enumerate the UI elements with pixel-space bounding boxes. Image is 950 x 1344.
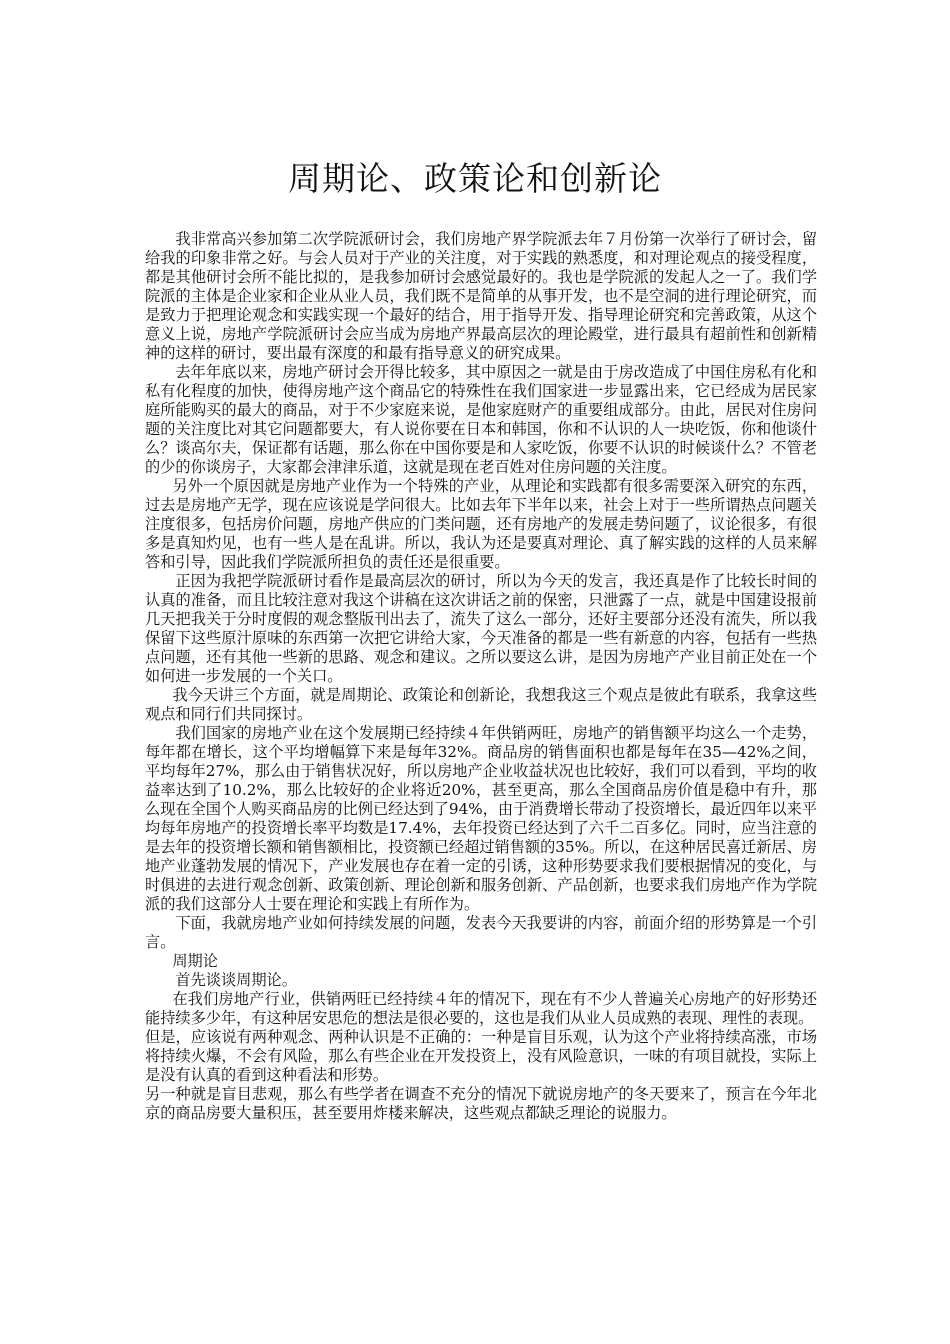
paragraph: 在我们房地产行业，供销两旺已经持续４年的情况下，现在有不少人普遍关心房地产的好形势还能持续多少年，有这种居安思危的想法是很必要的，这也是我们从业人员成熟的表现、理性的表现。 bbox=[145, 990, 817, 1027]
paragraph: 去年年底以来，房地产研讨会开得比较多，其中原因之一就是由于房改造成了中国住房私有化和私有化程度的加快，使得房地产这个商品它的特殊性在我们国家进一步显露出来，它已经成为居民家庭所能购买的最大的商品，对于不少家庭来说，是他家庭财产的重要组成部分。由此，居民对住房问题的关注度比对其它问题都要大，有人说你要在日本和韩国，你和不认识的人一块吃饭，你和他谈什么？谈高尔夫，保证都有话题，那么你在中国你要是和人家吃饭，你要不认识的时候谈什么？不管老的少的你谈房子，大家都会津津乐道，这就是现在老百姓对住房问题的关注度。 bbox=[145, 363, 817, 476]
paragraph: 我今天讲三个方面，就是周期论、政策论和创新论，我想我这三个观点是彼此有联系，我拿这些观点和同行们共同探讨。 bbox=[145, 686, 817, 723]
paragraph: 但是，应该说有两种观念、两种认识是不正确的：一种是盲目乐观，认为这个产业将持续高涨，市场将持续火爆，不会有风险，那么有些企业在开发投资上，没有风险意识，一味的有项目就投，实际上是没有认真的看到这种看法和形势。 bbox=[145, 1028, 817, 1084]
section-heading: 周期论 bbox=[172, 952, 218, 970]
paragraph: 正因为我把学院派研讨看作是最高层次的研讨，所以为今天的发言，我还真是作了比较长时间的认真的准备，而且比较注意对我这个讲稿在这次讲话之前的保密，只泄露了一点，就是中国建设报前几天把我关于分时度假的观念整版刊出去了，流失了这么一部分，还好主要部分还没有流失，所以我保留下这些原汁原味的东西第一次把它讲给大家，今天准备的都是一些有新意的内容，包括有一些热点问题，还有其他一些新的思路、观念和建议。之所以要这么讲，是因为房地产产业目前正处在一个如何进一步发展的一个关口。 bbox=[145, 572, 817, 685]
document-title: 周期论、政策论和创新论 bbox=[288, 159, 662, 198]
paragraph: 我们国家的房地产业在这个发展期已经持续４年供销两旺，房地产的销售额平均这么一个走势，每年都在增长，这个平均增幅算下来是每年32%。商品房的销售面积也都是每年在35—42%之间，平均每年27%，那么由于销售状况好，所以房地产企业收益状况也比较好，我们可以看到，平均的收益率达到了10.2%，那么比较好的企业将近20%，甚至更高，那么全国商品房价值是稳中有升，那么现在全国个人购买商品房的比例已经达到了94%，由于消费增长带动了投资增长，最近四年以来平均每年房地产的投资增长率平均数是17.4%，去年投资已经达到了六千二百多亿。同时，应当注意的是去年的投资增长额和销售额相比，投资额已经超过销售额的35%。所以，在这种居民喜迁新居、房地产业蓬勃发展的情况下，产业发展也存在着一定的引诱，这种形势要求我们要根据情况的变化，与时俱进的去进行观念创新、政策创新、理论创新和服务创新、产品创新，也要求我们房地产作为学院派的我们这部分人士要在理论和实践上有所作为。 bbox=[145, 724, 817, 913]
paragraph: 首先谈谈周期论。 bbox=[175, 971, 297, 989]
paragraph: 另一种就是盲目悲观，那么有些学者在调查不充分的情况下就说房地产的冬天要来了，预言在今年北京的商品房要大量积压，甚至要用炸楼来解决，这些观点都缺乏理论的说服力。 bbox=[145, 1085, 817, 1122]
document-body bbox=[145, 230, 817, 1123]
paragraph: 我非常高兴参加第二次学院派研讨会，我们房地产界学院派去年７月份第一次举行了研讨会，留给我的印象非常之好。与会人员对于产业的关注度，对于实践的熟悉度，和对理论观点的接受程度，都是其他研讨会所不能比拟的，是我参加研讨会感觉最好的。我也是学院派的发起人之一了。我们学院派的主体是企业家和企业从业人员，我们既不是简单的从事开发，也不是空洞的进行理论研究，而是致力于把理论观念和实践实现一个最好的结合，用于指导开发、指导理论研究和完善政策，从这个意义上说，房地产学院派研讨会应当成为房地产界最高层次的理论殿堂，进行最具有超前性和创新精神的这样的研讨，要出最有深度的和最有指导意义的研究成果。 bbox=[145, 230, 817, 362]
paragraph: 另外一个原因就是房地产业作为一个特殊的产业，从理论和实践都有很多需要深入研究的东西，过去是房地产无学，现在应该说是学问很大。比如去年下半年以来，社会上对于一些所谓热点问题关注度很多，包括房价问题，房地产供应的门类问题，还有房地产的发展走势问题了，议论很多，有很多是真知灼见，也有一些人是在乱讲。所以，我认为还是要真对理论、真了解实践的这样的人员来解答和引导，因此我们学院派所担负的责任还是很重要。 bbox=[145, 477, 817, 571]
paragraph: 下面，我就房地产业如何持续发展的问题，发表今天我要讲的内容，前面介绍的形势算是一个引言。 bbox=[145, 914, 817, 951]
